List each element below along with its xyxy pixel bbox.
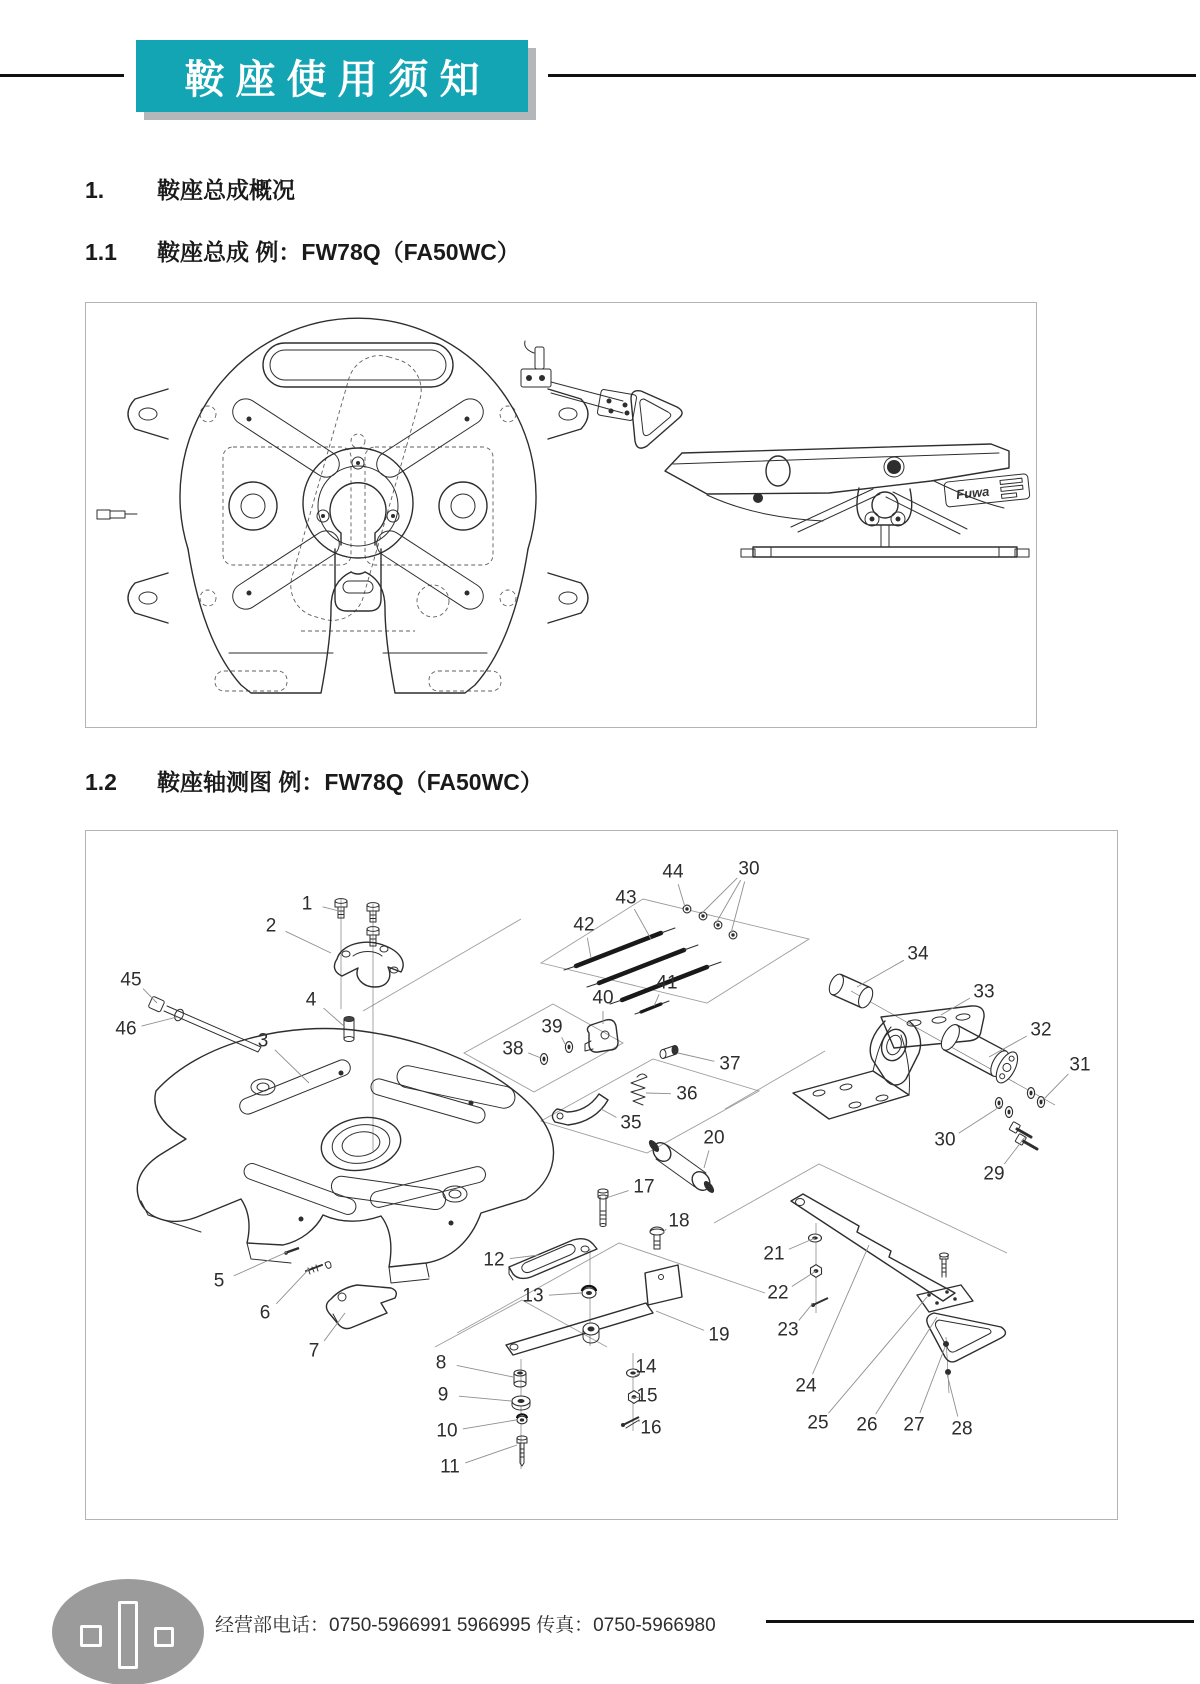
part-bolt-18 [650,1227,664,1249]
logo-mark [80,1625,102,1647]
part-callout-40: 40 [592,987,614,1009]
part-callout-6: 6 [259,1302,271,1324]
part-callout-16: 16 [640,1417,662,1439]
part-callout-33: 33 [973,981,995,1003]
part-callout-22: 22 [767,1282,789,1304]
part-callout-23: 23 [777,1319,799,1341]
part-callout-5: 5 [213,1270,225,1292]
part-bracket-group [793,972,1045,1149]
release-handle [521,341,637,421]
part-wedge-7 [326,1285,396,1329]
part-callout-25: 25 [807,1412,829,1434]
section-number: 1.1 [85,239,117,265]
part-callout-37: 37 [719,1053,741,1075]
part-spring-pin-6 [306,1262,331,1274]
part-callout-12: 12 [483,1249,505,1271]
part-bolt-11 [517,1436,527,1466]
company-logo [52,1579,204,1684]
part-callout-19: 19 [708,1324,730,1346]
part-handle-12 [509,1239,597,1280]
part-callout-45: 45 [120,969,142,991]
header-rule-right [548,74,1196,77]
figure-assembly-drawing [85,302,1037,728]
footer-rule [766,1620,1194,1623]
part-callout-17: 17 [633,1176,655,1198]
part-callout-39: 39 [541,1016,563,1038]
part-callout-14: 14 [635,1356,657,1378]
leader-lines-group [142,878,1069,1463]
part-callout-21: 21 [763,1243,785,1265]
side-view-drawing [665,444,1030,557]
part-callout-46: 46 [115,1018,137,1040]
section-number: 1. [85,177,105,203]
part-callout-4: 4 [305,989,317,1011]
section-heading-1-1 [85,239,520,265]
part-callout-10: 10 [436,1420,458,1442]
part-callout-15: 15 [636,1385,658,1407]
part-lock-bar-19 [506,1265,682,1355]
part-bushing-8 [514,1370,526,1387]
page-title: 鞍座使用须知 [184,57,491,102]
brand-label: Fuwa [955,483,991,503]
part-callout-43: 43 [615,887,637,909]
part-callout-18: 18 [668,1210,690,1232]
part-top-plate [137,1029,553,1284]
part-callout-30: 30 [934,1129,956,1151]
part-rod-45-46 [148,996,261,1052]
part-callout-42: 42 [573,914,595,936]
part-callout-7: 7 [308,1340,320,1362]
brand-plate [944,474,1030,508]
section-title: 鞍座总成 例：FW78Q（FA50WC） [157,239,520,265]
part-callout-44: 44 [662,861,684,883]
section-title: 鞍座轴测图 例：FW78Q（FA50WC） [157,769,543,795]
part-callout-31: 31 [1069,1054,1091,1076]
part-ring-10 [517,1414,527,1424]
side-bolt [97,510,137,519]
part-bracket-24 [791,1194,955,1301]
header-rule-left [0,74,124,77]
part-callout-3: 3 [257,1030,269,1052]
title-banner [136,40,528,112]
part-bolt-17 [598,1189,608,1227]
part-callout-26: 26 [856,1414,878,1436]
assembly-drawing-svg [86,303,1036,727]
part-callout-8: 8 [435,1352,447,1374]
part-callout-2: 2 [265,915,277,937]
part-callout-27: 27 [903,1414,925,1436]
logo-mark [118,1601,138,1669]
part-callout-34: 34 [907,943,929,965]
section-heading-1-2 [85,769,543,795]
part-callout-28: 28 [951,1418,973,1440]
top-view-drawing [97,318,682,693]
section-number: 1.2 [85,769,117,795]
section-title: 鞍座总成概况 [157,177,295,203]
part-callout-41: 41 [656,972,678,994]
part-callout-36: 36 [676,1083,698,1105]
part-pull-handle [917,1285,1006,1375]
part-callout-20: 20 [703,1127,725,1149]
part-callout-13: 13 [522,1285,544,1307]
part-bracket-35 [552,1094,608,1125]
part-callout-1: 1 [301,893,313,915]
part-callout-35: 35 [620,1112,642,1134]
part-spring-36 [631,1074,647,1105]
part-callout-29: 29 [983,1163,1005,1185]
part-lock-jaw [334,942,403,987]
part-callout-32: 32 [1030,1019,1052,1041]
part-bushing-37 [660,1046,678,1059]
part-ring-13 [582,1286,596,1298]
figure-exploded-diagram [85,830,1118,1520]
part-callout-9: 9 [437,1384,449,1406]
footer-contact: 经营部电话：0750-5966991 5966995 传真：0750-5966980 [215,1615,716,1636]
exploded-diagram-svg [86,831,1117,1519]
centerlines [341,899,1055,1469]
section-heading-1 [85,177,295,203]
part-callout-11: 11 [440,1456,460,1478]
part-callout-30: 30 [738,858,760,880]
part-callout-38: 38 [502,1038,524,1060]
logo-mark [154,1627,174,1647]
part-callout-24: 24 [795,1375,817,1397]
